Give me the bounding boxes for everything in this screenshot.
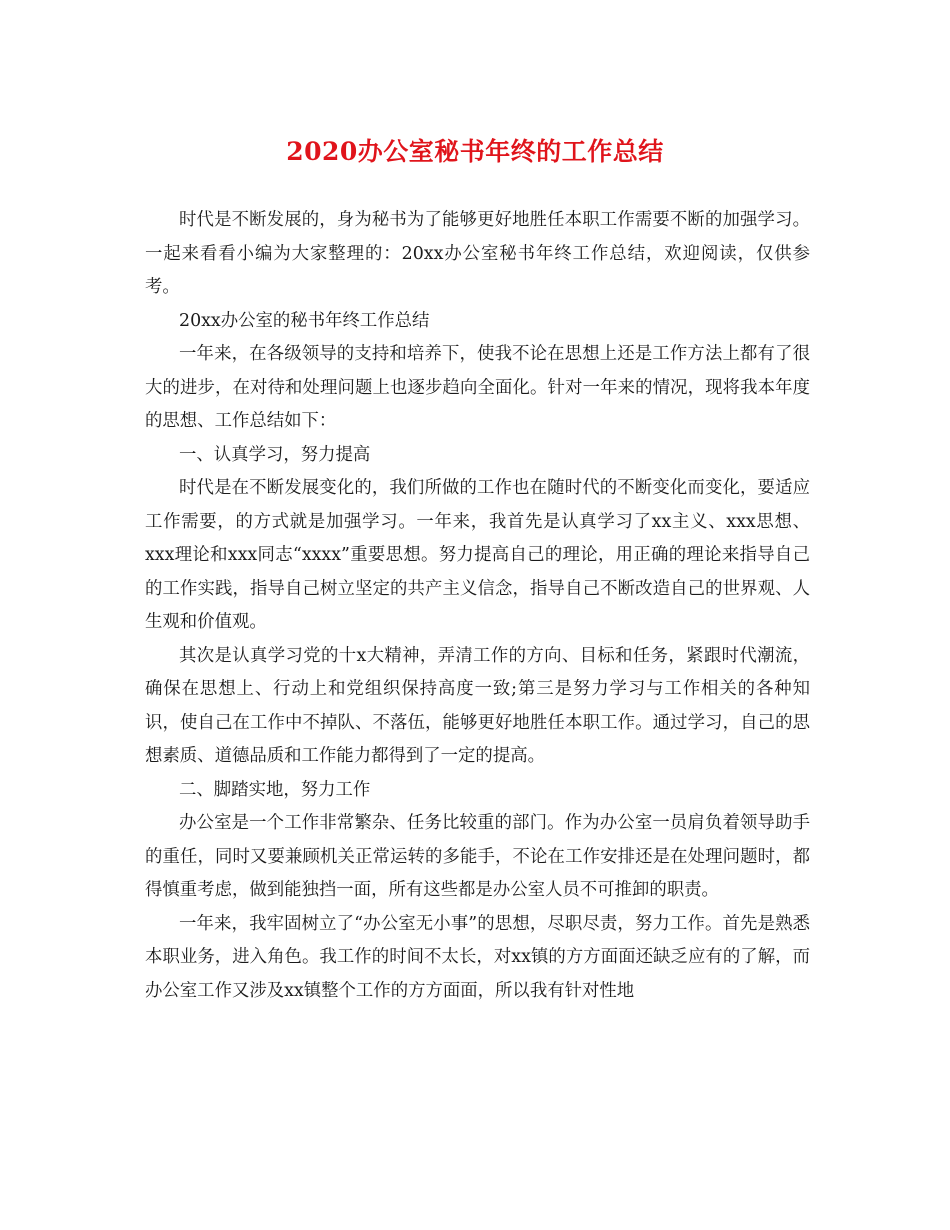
paragraph-overview: 一年来，在各级领导的支持和培养下，使我不论在思想上还是工作方法上都有了很大的进步，在对待和处理问题上也逐步趋向全面化。针对一年来的情况，现将我本年度的思想、工作总结如下： <box>145 344 810 431</box>
paragraph-intro: 时代是不断发展的，身为秘书为了能够更好地胜任本职工作需要不断的加强学习。一起来看看小编为大家整理的：20xx办公室秘书年终工作总结，欢迎阅读，仅供参考。 <box>145 210 810 297</box>
paragraph-study-2: 其次是认真学习党的十x大精神，弄清工作的方向、目标和任务，紧跟时代潮流，确保在思想上、行动上和党组织保持高度一致;第三是努力学习与工作相关的各种知识，使自己在工作中不掉队、不落伍，能够更好地胜任本职工作。通过学习，自己的思想素质、道德品质和工作能力都得到了一定的提高。 <box>145 645 810 766</box>
paragraph-work-2: 一年来，我牢固树立了“办公室无小事”的思想，尽职尽责，努力工作。首先是熟悉本职业务，进入角色。我工作的时间不太长，对xx镇的方方面面还缺乏应有的了解，而办公室工作又涉及xx镇整个工作的方方面面，所以我有针对性地 <box>145 913 810 1001</box>
paragraph-subtitle: 20xx办公室的秘书年终工作总结 <box>179 310 430 331</box>
section-heading-1: 一、认真学习，努力提高 <box>179 444 371 465</box>
document-body <box>145 204 810 1008</box>
section-heading-2: 二、脚踏实地，努力工作 <box>179 779 371 800</box>
paragraph-study-1: 时代是在不断发展变化的，我们所做的工作也在随时代的不断变化而变化，要适应工作需要，的方式就是加强学习。一年来，我首先是认真学习了xx主义、xxx思想、xxx理论和xxx同志“xxxx”重要思想。努力提高自己的理论，用正确的理论来指导自己的工作实践，指导自己树立坚定的共产主义信念，指导自己不断改造自己的世界观、人生观和价值观。 <box>145 478 810 632</box>
paragraph-work-1: 办公室是一个工作非常繁杂、任务比较重的部门。作为办公室一员肩负着领导助手的重任，同时又要兼顾机关正常运转的多能手，不论在工作安排还是在处理问题时，都得慎重考虑，做到能独挡一面，所有这些都是办公室人员不可推卸的职责。 <box>145 813 810 900</box>
document-title: 2020办公室秘书年终的工作总结 <box>286 137 664 166</box>
